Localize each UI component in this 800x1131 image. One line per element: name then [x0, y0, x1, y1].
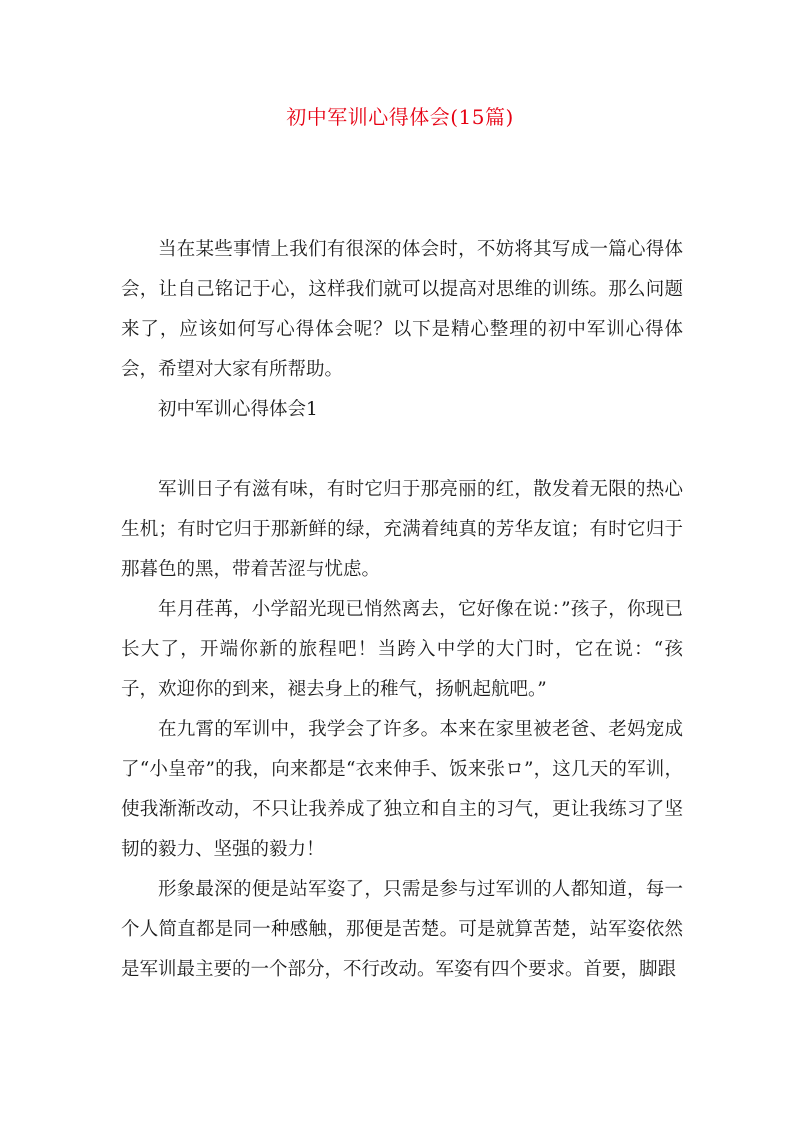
body-paragraph: 年月荏苒，小学韶光现已悄然离去，它好像在说：”孩子，你现已长大了，开端你新的旅程吧！当跨入中学的大门时，它在说：“孩子，欢迎你的到来，褪去身上的稚气，扬帆起航吧。”: [121, 599, 683, 700]
body-paragraph: 在九霄的军训中，我学会了许多。本来在家里被老爸、老妈宠成了“小皇帝”的我，向来都是“衣来伸手、饭来张ロ”，这几天的军训，使我渐渐改动，不只让我养成了独立和自主的习气，更让我练习了坚韧的毅力、坚强的毅力！: [121, 719, 683, 860]
document-body: [121, 230, 683, 990]
section-heading: 初中军训心得体会1: [158, 399, 318, 420]
document-title: 初中军训心得体会(15篇): [286, 105, 514, 129]
intro-paragraph: 当在某些事情上我们有很深的体会时，不妨将其写成一篇心得体会，让自己铭记于心，这样我们就可以提高对思维的训练。那么问题来了，应该如何写心得体会呢？以下是精心整理的初中军训心得体会，希望对大家有所帮助。: [121, 239, 683, 380]
body-paragraph: 形象最深的便是站军姿了，只需是参与过军训的人都知道，每一个人简直都是同一种感触，那便是苦楚。可是就算苦楚，站军姿依然是军训最主要的一个部分，不行改动。军姿有四个要求。首要，脚跟: [121, 879, 683, 980]
body-paragraph: 军训日子有滋有味，有时它归于那亮丽的红，散发着无限的热心生机；有时它归于那新鲜的绿，充满着纯真的芳华友谊；有时它归于那暮色的黑，带着苦涩与忧虑。: [121, 479, 683, 580]
